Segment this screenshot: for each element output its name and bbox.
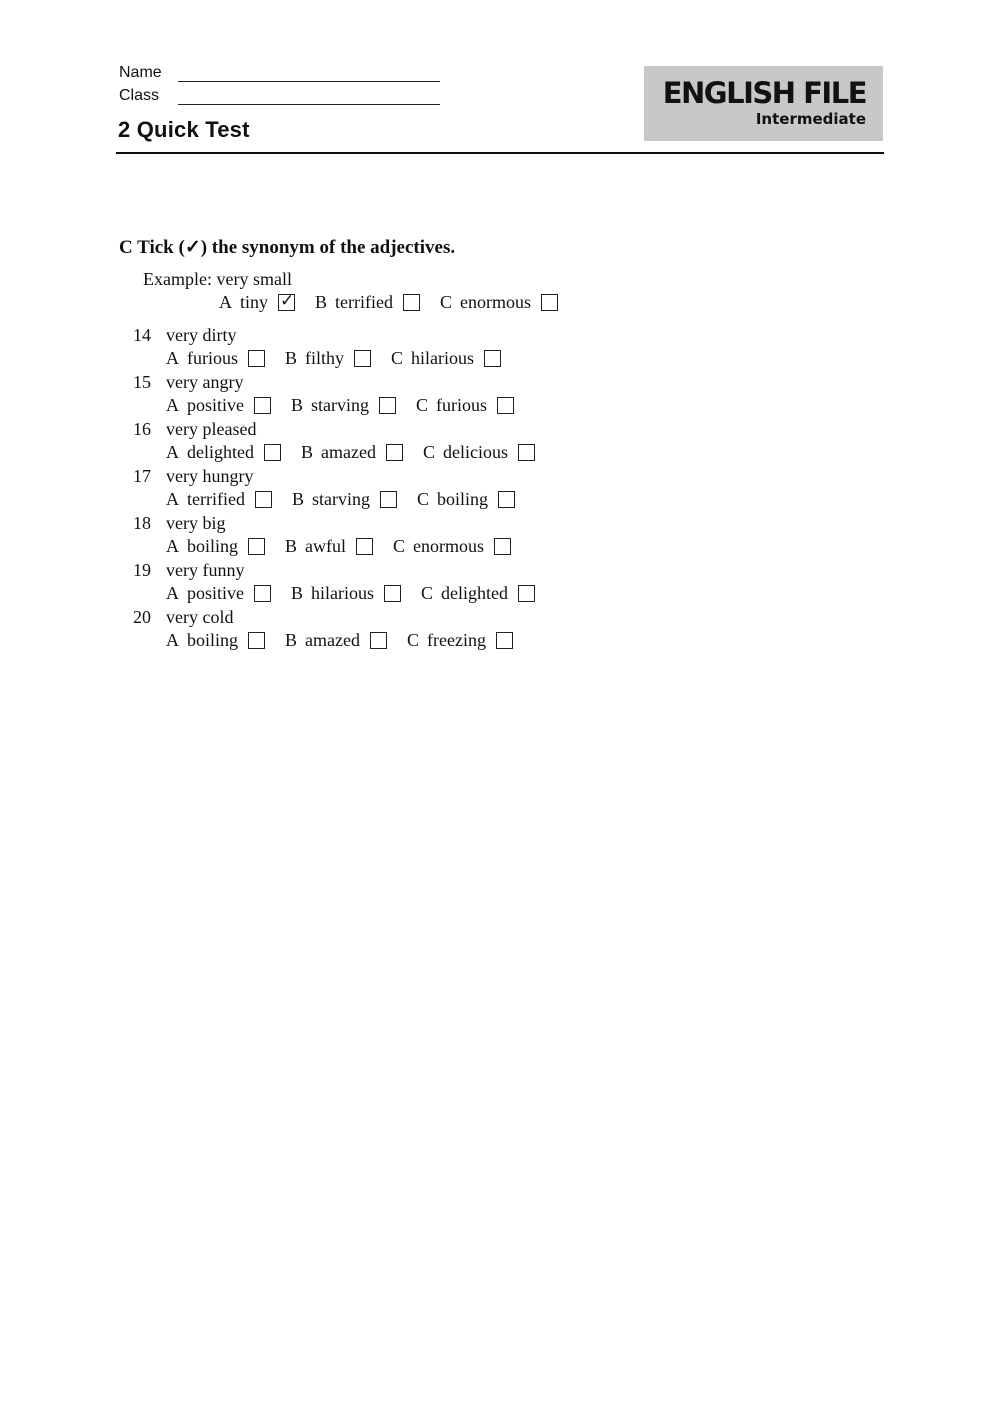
option-letter: C [440,292,453,312]
option-word: boiling [437,489,489,509]
option-letter: A [166,348,179,368]
example-option-a [219,292,295,313]
checkbox[interactable] [386,444,403,461]
brand-title: ENGLISH FILE [662,76,866,110]
option-letter: C [421,583,434,603]
checkbox[interactable] [484,350,501,367]
question-number: 16 [133,419,151,439]
class-field[interactable] [178,104,440,105]
option-word: starving [311,395,370,415]
option-b [291,395,396,416]
option-word: amazed [321,442,376,462]
checkbox[interactable] [518,444,535,461]
question-stem: very pleased [166,419,257,439]
checkbox[interactable] [498,491,515,508]
name-label: Name [119,64,162,81]
option-word: freezing [427,630,486,650]
option-b [285,536,373,557]
question-options [166,583,535,604]
checkbox[interactable] [248,632,265,649]
brand-logo [644,66,883,141]
checkbox[interactable] [254,397,271,414]
option-a [166,489,272,510]
option-b [292,489,397,510]
name-field[interactable] [178,81,440,82]
question-number: 19 [133,560,151,580]
question-stem: very cold [166,607,234,627]
option-letter: C [416,489,429,509]
option-letter: A [166,583,179,603]
option-word: hilarious [411,348,475,368]
option-word: tiny [240,292,269,312]
option-letter: C [393,536,406,556]
option-c [417,489,515,510]
question-stem: very dirty [166,325,237,345]
page-title: 2 Quick Test [118,117,250,142]
checkbox[interactable] [370,632,387,649]
checkbox[interactable] [497,397,514,414]
question-stem: very angry [166,372,244,392]
checkbox[interactable] [255,491,272,508]
option-c [393,536,511,557]
option-letter: C [391,348,404,368]
option-word: filthy [305,348,345,368]
option-a [166,583,271,604]
option-letter: B [285,630,298,650]
checkbox[interactable] [379,397,396,414]
checkbox[interactable] [248,538,265,555]
option-letter: B [291,395,304,415]
option-b [301,442,403,463]
option-word: delicious [442,442,508,462]
section-instruction: C Tick (✓) the synonym of the adjectives. [119,237,456,258]
option-letter: B [291,583,304,603]
checkbox[interactable] [541,294,558,311]
option-letter: A [166,395,179,415]
question-stem: very funny [166,560,245,580]
example-label: Example: very small [143,269,292,289]
option-letter: A [166,442,179,462]
option-letter: B [285,348,298,368]
option-word: hilarious [311,583,375,603]
option-word: amazed [305,630,360,650]
option-letter: C [407,630,420,650]
option-word: furious [187,348,238,368]
option-a [166,630,265,651]
question-options [166,442,535,463]
checkbox[interactable] [496,632,513,649]
option-word: starving [311,489,370,509]
checkbox[interactable] [384,585,401,602]
option-b [291,583,401,604]
checkbox[interactable] [248,350,265,367]
option-letter: A [166,630,179,650]
option-word: terrified [335,292,393,312]
checkbox[interactable] [354,350,371,367]
option-word: enormous [460,292,532,312]
question-options [166,630,513,651]
checkbox[interactable] [518,585,535,602]
option-word: awful [305,536,347,556]
question-options [166,348,501,369]
brand-subtitle: Intermediate [755,110,866,128]
checkbox[interactable] [380,491,397,508]
example-option-b [315,292,420,313]
question-options [166,536,511,557]
option-c [416,395,514,416]
question-number: 18 [133,513,151,533]
checkbox[interactable] [264,444,281,461]
option-c [421,583,535,604]
option-b [285,348,371,369]
option-word: boiling [187,536,239,556]
header-divider [116,152,884,154]
option-word: boiling [187,630,239,650]
option-letter: B [300,442,313,462]
option-c [407,630,513,651]
question-stem: very hungry [166,466,254,486]
option-word: furious [436,395,488,415]
option-a [166,536,265,557]
checkbox[interactable] [403,294,420,311]
checkbox[interactable] [278,291,295,311]
option-word: positive [187,395,244,415]
option-a [166,348,265,369]
checkbox[interactable] [494,538,511,555]
example-option-c [440,292,558,313]
option-letter: C [416,395,429,415]
option-a [166,395,271,416]
question-number: 14 [133,325,151,345]
option-a [166,442,281,463]
option-letter: B [291,489,304,509]
checkbox[interactable] [254,585,271,602]
checkbox[interactable] [356,538,373,555]
check-mark-icon: ✓ [280,291,295,311]
option-letter: A [166,489,179,509]
option-word: terrified [187,489,245,509]
option-word: delighted [441,583,509,603]
option-word: positive [187,583,244,603]
option-letter: B [285,536,298,556]
question-number: 17 [133,466,151,486]
question-number: 20 [133,607,151,627]
option-c [391,348,501,369]
option-letter: B [315,292,328,312]
question-number: 15 [133,372,151,392]
question-options [166,395,514,416]
option-letter: A [219,292,232,312]
question-options [166,489,515,510]
option-letter: A [166,536,179,556]
option-c [423,442,535,463]
option-b [285,630,387,651]
question-stem: very big [166,513,226,533]
class-label: Class [119,87,160,104]
option-letter: C [422,442,435,462]
example-options [219,292,558,313]
option-word: enormous [413,536,485,556]
option-word: delighted [187,442,254,462]
